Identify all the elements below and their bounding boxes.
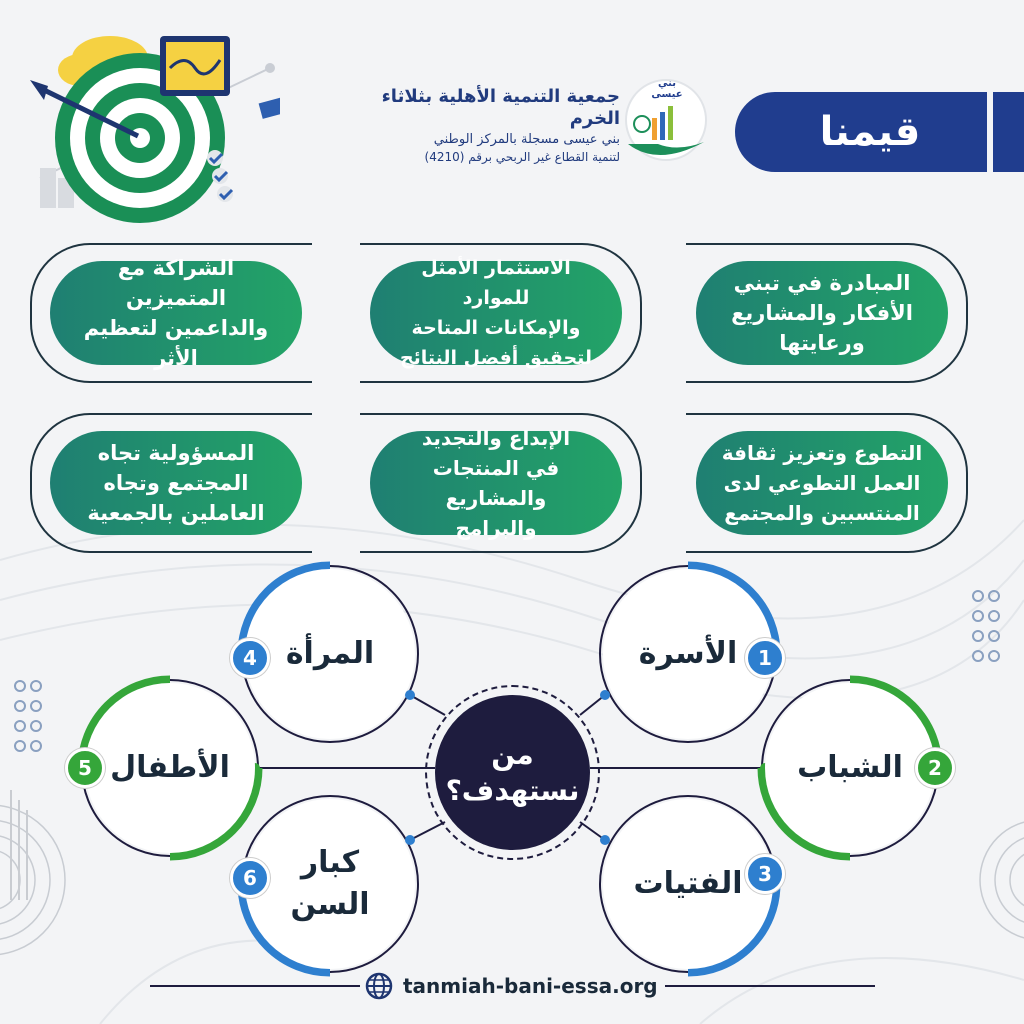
target-circle-4: المرأة [245,569,415,739]
target-circle-5: الأطفال [85,683,255,853]
target-circle-2: الشباب [765,683,935,853]
value-text: التطوع وتعزيز ثقافة العمل التطوعي لدى المنتسبين والمجتمع [696,431,948,535]
logo-text: بني عيسى [651,78,683,100]
org-registration: لتنمية القطاع غير الربحي برقم (4210) [424,150,620,164]
value-card [686,413,968,553]
target-number-1: 1 [745,638,785,678]
org-name: جمعية التنمية الأهلية بثلاثاء الخرم [381,86,620,129]
org-name-block [330,86,620,165]
value-card [686,243,968,383]
value-text: الإبداع والتجديد في المنتجات والمشاريع والبرامج [370,431,622,535]
footer [365,968,658,1004]
target-number-5: 5 [65,748,105,788]
target-number-4: 4 [230,638,270,678]
value-text: الاستثمار الأمثل للموارد والإمكانات المتاحة لتحقيق أفضل النتائج [370,261,622,365]
target-number-2: 2 [915,748,955,788]
target-illustration [20,28,280,228]
target-number-6: 6 [230,858,270,898]
value-text: الشراكة مع المتميزين والداعمين لتعظيم الأثر [50,261,302,365]
target-center: من نستهدف؟ [435,695,590,850]
value-card [360,243,642,383]
target-number-3: 3 [745,854,785,894]
globe-icon [365,972,393,1000]
footer-rule-right [665,985,875,987]
value-card [30,243,312,383]
value-card [30,413,312,553]
ribbon-end-bar [993,92,1024,172]
target-circle-3: الفتيات [603,799,773,969]
value-text: المسؤولية تجاه المجتمع وتجاه العاملين بالجمعية [50,431,302,535]
value-card [360,413,642,553]
footer-rule-left [150,985,360,987]
org-subtitle: بني عيسى مسجلة بالمركز الوطني [433,132,620,147]
page-title: قيمنا [819,109,921,155]
target-circle-1: الأسرة [603,569,773,739]
target-circle-6: كبار السن [245,799,415,969]
website-link[interactable]: tanmiah-bani-essa.org [403,974,658,998]
value-text: المبادرة في تبني الأفكار والمشاريع ورعايتها [696,261,948,365]
